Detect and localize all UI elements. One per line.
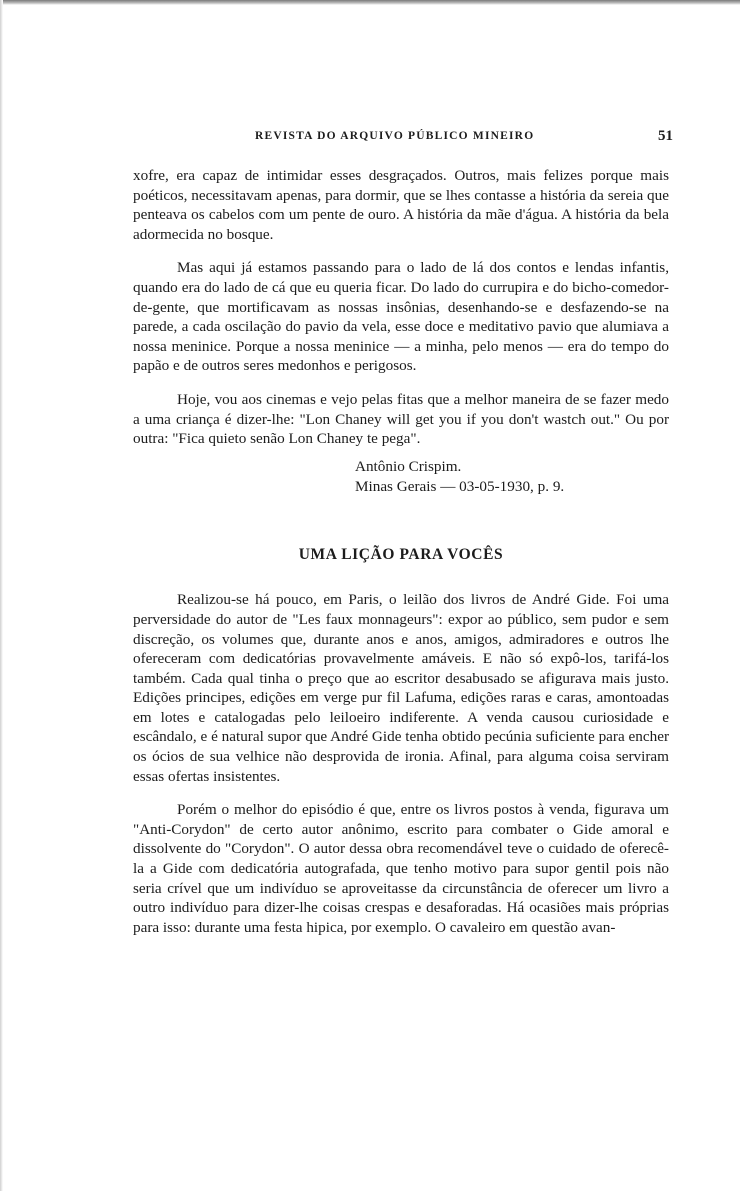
signature-source: Minas Gerais — 03-05-1930, p. 9.: [355, 477, 565, 495]
section-spacer: [133, 497, 669, 545]
signature-block: [355, 457, 669, 497]
paragraph-spacer: [133, 449, 669, 457]
paragraph-spacer: [133, 786, 669, 800]
paragraph-spacer: [133, 244, 669, 258]
scan-left-edge: [0, 0, 3, 1191]
journal-title: REVISTA DO ARQUIVO PÚBLICO MINEIRO: [255, 130, 535, 142]
signature-author: Antônio Crispim.: [355, 457, 462, 475]
paragraph-spacer: [133, 376, 669, 390]
paragraph: xofre, era capaz de intimidar esses desgraçados. Outros, mais felizes porque mais poéticos, necessitavam apenas, para dormir, que se lhes contasse a história da sereia que penteava os cabelos com um pente de ouro. A história da mãe d'água. A história da bela adormecida no bosque.: [133, 167, 669, 243]
paragraph: Mas aqui já estamos passando para o lado de lá dos contos e lendas infantis, quando era do lado de cá que eu queria ficar. Do lado do currupira e do bicho-comedor-de-gente, que mortificavam as nossas insônias, desenhando-se e desfazendo-se na parede, a cada oscilação do pavio da vela, esse doce e meditativo pavio que alumiava a nossa meninice. Porque a nossa meninice — a minha, pelo menos — era do tempo do papão e de outros seres medonhos e perigosos.: [133, 259, 669, 375]
section-spacer: [133, 564, 669, 590]
page-body: [133, 166, 669, 937]
scan-top-edge: [0, 0, 740, 5]
section-title: UMA LIÇÃO PARA VOCÊS: [298, 545, 504, 563]
running-header: [133, 128, 673, 148]
paragraph: Hoje, vou aos cinemas e vejo pelas fitas que a melhor maneira de se fazer medo a uma criança é dizer-lhe: "Lon Chaney will get you if you don't wastch out." Ou por outra: "Fica quieto senão Lon Chaney te pega".: [133, 390, 669, 448]
page-number: 51: [658, 128, 673, 144]
paragraph: Porém o melhor do episódio é que, entre os livros postos à venda, figurava um "Anti-Corydon" de certo autor anônimo, escrito para combater o Gide amoral e dissolvente do "Corydon". O autor dessa obra recomendável teve o cuidado de oferecê-la a Gide com dedicatória autografada, que tenho motivo para supor gentil pois não seria crível que um indivíduo se aproveitasse da circunstância de oferecer um livro a outro indivíduo para dizer-lhe coisas crespas e desaforadas. Há ocasiões mais próprias para isso: durante uma festa hipica, por exemplo. O cavaleiro em questão avan-: [133, 801, 669, 936]
paragraph: Realizou-se há pouco, em Paris, o leilão dos livros de André Gide. Foi uma perversidade do autor de "Les faux monnageurs": expor ao público, sem pudor e sem discreção, os volumes que, durante anos e anos, amigos, admiradores e outros lhe ofereceram com dedicatórias provavelmente amáveis. E não só expô-los, tarifá-los também. Cada qual tinha o preço que ao escritor desabusado se afigurava mais justo. Edições principes, edições em verge pur fil Lafuma, edições raras e caras, amontoadas em lotes e catalogadas pelo leiloeiro indiferente. A venda causou curiosidade e escândalo, e é natural supor que André Gide tenha obtido pecúnia suficiente para encher os ócios de sua velhice não desprovida de ironia. Afinal, para alguma coisa serviram essas ofertas insistentes.: [133, 591, 669, 785]
